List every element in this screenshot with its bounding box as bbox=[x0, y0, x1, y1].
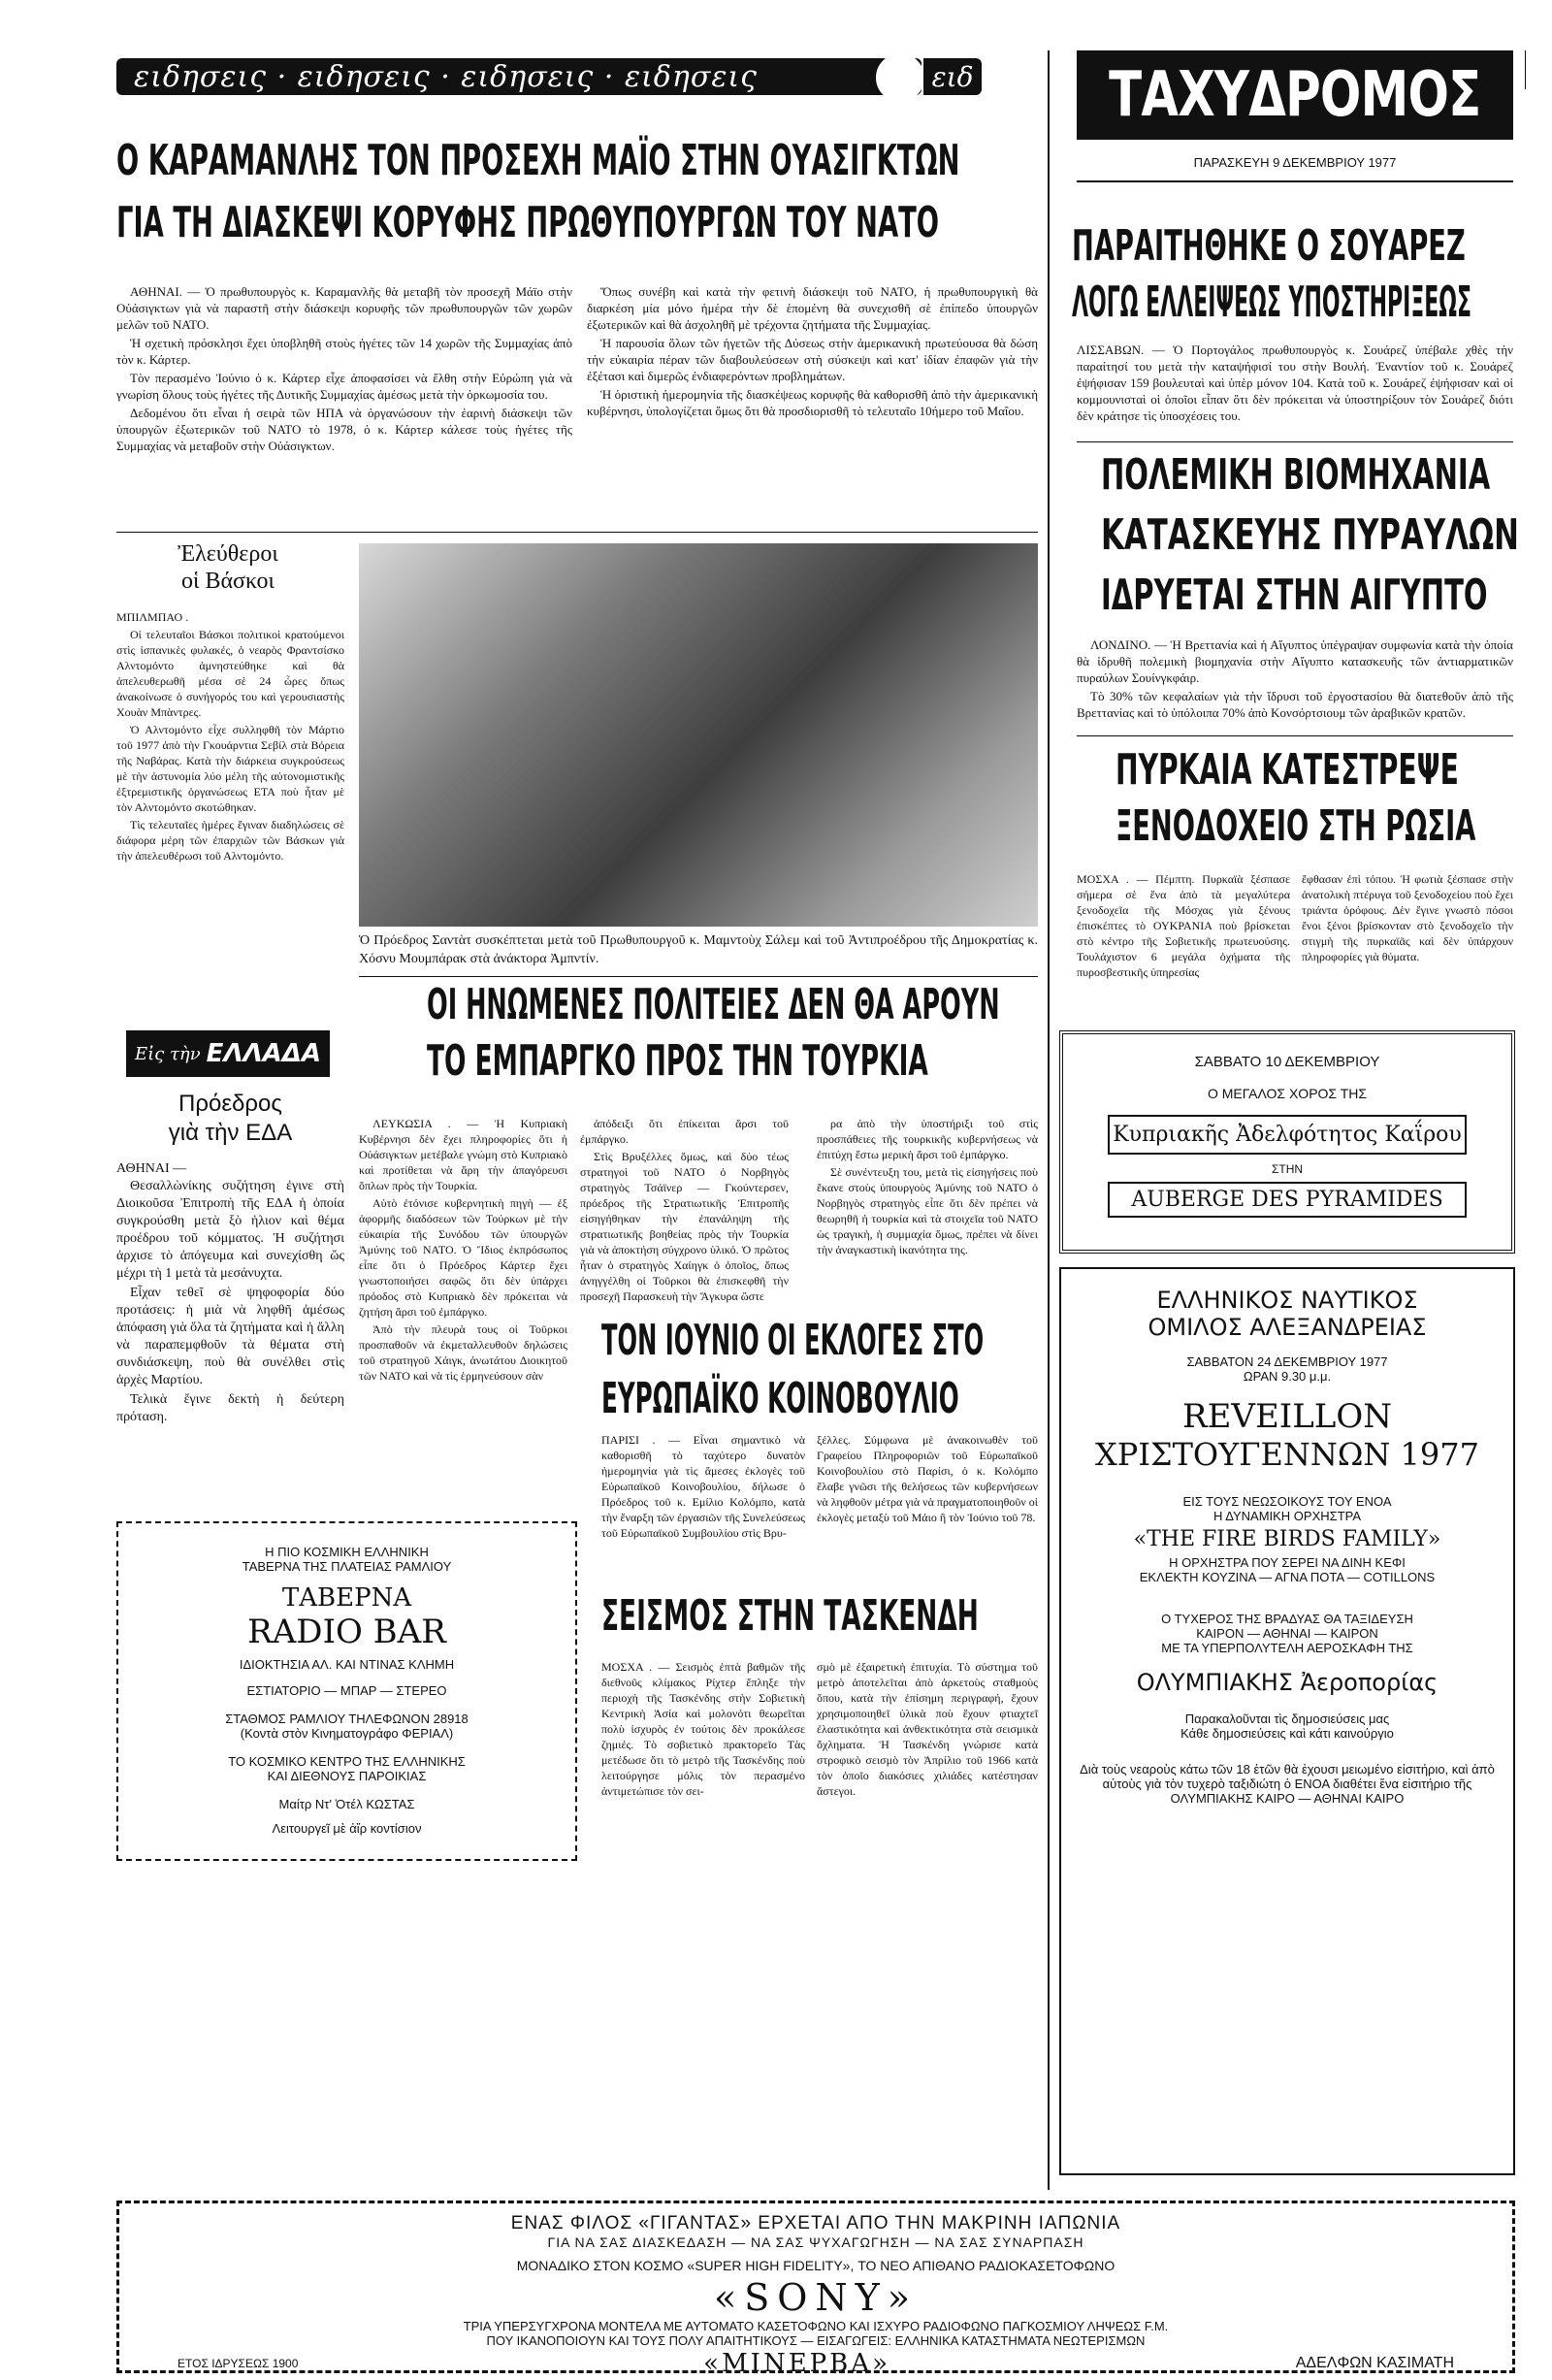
paragraph: Ὅπως συνέβη καὶ κατὰ τὴν φετινὴ διάσκεψι τοῦ ΝΑΤΟ, ἡ πρωθυπουργικὴ θὰ διαρκέση μία μόνο ἡμέρα τὴν δὲ ἑπομένη θὰ συνεχισθῆ σὲ ἐπίπεδο ὑπουργῶν ἐξωτερικῶν καὶ θὰ ἀσχοληθῆ μὲ τρέχοντα ζητήματα τῆς Συμμαχίας. bbox=[587, 284, 1038, 332]
turkey-col-2 bbox=[580, 1116, 789, 1306]
pyramides-ad bbox=[1059, 1030, 1515, 1254]
tashkent-col-1: ΜΟΣΧΑ . — Σεισμὸς ἑπτὰ βαθμῶν τῆς διεθνοῦς κλίμακος Ρίχτερ ἔπληξε τὴν περιοχὴ τῆς Τασκένδης στὴν Σοβιετικὴ Κεντρικὴ Ἀσία καὶ μολονότι θεωρεῖται πολὺ ἰσχυρὸς ἐν τούτοις δὲν προκάλεσε ζημιές. Τὸ σοβιετικὸ πρακτορεῖο Τὰς μετέδωσε ὅτι τὸ μετρὸ τῆς Τασκένδης ποὺ λειτούργησε μόλις τὸν περασμένο ἀντιμετώπισε τὸν σει- bbox=[601, 1660, 805, 1798]
ad-line: Ο ΤΥΧΕΡΟΣ ΤΗΣ ΒΡΑΔΥΑΣ ΘΑ ΤΑΞΙΔΕΥΣΗ bbox=[1161, 1612, 1413, 1626]
greece-logo-big: ΕΛΛΑΔΑ bbox=[206, 1039, 322, 1068]
ad-line: ΣΤΑΘΜΟΣ ΡΑΜΛΙΟΥ ΤΗΛΕΦΩΝΟΝ 28918 bbox=[225, 1712, 469, 1726]
ad-line: ΜΟΝΑΔΙΚΟ ΣΤΟΝ ΚΟΣΜΟ «SUPER HIGH FIDELITY», ΤΟ ΝΕΟ ΑΠΙΘΑΝΟ ΡΑΔΙΟΚΑΣΕΤΟΦΩΝΟ bbox=[516, 2257, 1116, 2273]
ad-line: ΤΡΙΑ ΥΠΕΡΣΥΓΧΡΟΝΑ ΜΟΝΤΕΛΑ ΜΕ ΑΥΤΟΜΑΤΟ ΚΑΣΕΤΟΦΩΝΟ ΚΑΙ ΙΣΧΥΡΟ ΡΑΔΙΟΦΩΝΟ ΠΑΓΚΟΣΜΙΟΥ ΛΗΨΕΩΣ F.M. bbox=[463, 2318, 1169, 2333]
lead-col-1 bbox=[116, 283, 572, 456]
ad-line: ΚΑΙ ΔΙΕΘΝΟΥΣ ΠΑΡΟΙΚΙΑΣ bbox=[267, 1769, 427, 1783]
ad-title: REVEILLON bbox=[1181, 1397, 1392, 1436]
divider bbox=[116, 532, 1038, 533]
globe-icon bbox=[873, 58, 922, 95]
ad-venue: AUBERGE DES PYRAMIDES bbox=[1131, 1188, 1443, 1212]
ad-line: Μαίτρ Ντ' Ὀτέλ ΚΩΣΤΑΣ bbox=[278, 1797, 415, 1811]
paragraph: ἀπόδειξι ὅτι ἐπίκειται ἄρσι τοῦ ἐμπάργκο. bbox=[580, 1117, 789, 1146]
greece-body bbox=[116, 1160, 344, 1428]
news-banner-tail-text: ειδ bbox=[931, 60, 974, 93]
ad-line: ΟΜΙΛΟΣ ΑΛΕΞΑΝΔΡΕΙΑΣ bbox=[1148, 1314, 1427, 1341]
ad-line: ΤΑΒΕΡΝΑ ΤΗΣ ΠΛΑΤΕΙΑΣ ΡΑΜΛΙΟΥ bbox=[242, 1559, 452, 1574]
paragraph: Δεδομένου ὅτι εἶναι ἡ σειρὰ τῶν ΗΠΑ νὰ ὀργανώσουν τὴν ἐαρινὴ διάσκεψι τῶν ὑπουργῶν ἐξωτερικῶν τοῦ ΝΑΤΟ τὸ 1978, ὁ κ. Κάρτερ κάλεσε τοὺς ἡγέτες τῆς Συμμαχίας νὰ μεταβοῦν στὴν Οὐάσιγκτων. bbox=[116, 406, 572, 453]
divider bbox=[1077, 735, 1513, 736]
basques-body bbox=[116, 609, 344, 865]
greece-logo-small: Εἰς τὴν bbox=[134, 1043, 201, 1064]
eu-col-1: ΠΑΡΙΣΙ . — Εἶναι σημαντικὸ νὰ καθορισθῆ τὸ ταχύτερο δυνατὸν ἡμερομηνία γιὰ τὶς ἄμεσες ἐκλογὲς τοῦ Εὐρωπαϊκοῦ Κοινοβουλίου, δήλωσε ὁ Πρόεδρος τοῦ κ. Εμίλιο Κολόμπο, κατὰ τὴν ἔναρξη τῶν ἐργασιῶν τῆς Συνελεύσεως τοῦ Εὐρωπαϊκοῦ Συμβουλίου στὶς Βρυ- bbox=[601, 1433, 805, 1540]
ad-line: ΣΑΒΒΑΤΟΝ 24 ΔΕΚΕΜΒΡΙΟΥ 1977 bbox=[1186, 1354, 1388, 1369]
divider bbox=[359, 976, 1038, 977]
missiles-headline-1: ΠΟΛΕΜΙΚΗ ΒΙΟΜΗΧΑΝΙΑ bbox=[1101, 450, 1491, 500]
ad-line: Η ΔΥΝΑΜΙΚΗ ΟΡΧΗΣΤΡΑ bbox=[1212, 1509, 1362, 1523]
eu-headline-2: ΕΥΡΩΠΑΪΚΟ ΚΟΙΝΟΒΟΥΛΙΟ bbox=[601, 1374, 959, 1423]
news-banner-text: ειδησεις · ειδησεις · ειδησεις · ειδησεις bbox=[134, 59, 758, 94]
eu-col-2: ξέλλες. Σύμφωνα μὲ ἀνακοινωθὲν τοῦ Γραφείου Πληροφοριῶν τοῦ Εὐρωπαϊκοῦ Κοινοβουλίου στὸ Παρίσι, ὁ κ. Κολόμπο ἔλαβε γνῶσι τῆς θελήσεως τῶν κυβερνήσεων νὰ ληφθοῦν μέτρα γιὰ νὰ πραγματοποιηθοῦν οἱ ἐκλογὲς μεταξὺ τοῦ Μάιο ἢ τὸν Ἰούνιο τοῦ 78. bbox=[817, 1433, 1038, 1524]
store-name: «ΜΙΝΕΡΒΑ» bbox=[703, 2348, 890, 2378]
suarez-headline-1: ΠΑΡΑΙΤΗΘΗΚΕ Ο ΣΟΥΑΡΕΖ bbox=[1072, 221, 1466, 271]
fire-col-1: ΜΟΣΧΑ . — Πέμπτη. Πυρκαϊὰ ξέσπασε σήμερα σὲ ἕνα ἀπὸ τὰ μεγαλύτερα ξενοδοχεῖα τῆς Μόσχας γιὰ ξένους ἐπισκέπτες τὸ ΟΥΚΡΑΝΙΑ ποὺ βρίσκεται στὸ κέντρο τῆς Σοβιετικῆς πρωτευούσης. Τουλάχιστον 6 μεγάλα ὀχήματα τῆς πυροσβεστικῆς ὑπηρεσίας bbox=[1077, 872, 1290, 979]
paragraph: Θεσαλλὼνίκης συζήτηση ἐγινε στὴ Διοικοῦσα Ἐπιτροπὴ τῆς ΕΔΑ ἡ ὁποία συγκρούσθη μετὰ ξὸ ἡλιον καὶ θέμα προέδρου τοῦ κόμματος. Ἡ συζήτησι ἀρχισε τὸ ἀπόγευμα καὶ συνεχίσθη ὥς μέχρι τὴ 1 μετὰ τὰ μεσάνυχτα. bbox=[116, 1179, 344, 1281]
ad-line: Παρακαλοῦνται τὶς δημοσιεύσεις μας bbox=[1184, 1712, 1390, 1726]
ad-line: ΕΚΛΕΚΤΗ ΚΟΥΖΙΝΑ — ΑΓΝΑ ΠΟΤΑ — COTILLONS bbox=[1139, 1570, 1436, 1584]
turkey-col-3 bbox=[817, 1116, 1038, 1259]
ad-line: ΚΑΙΡΟΝ — ΑΘΗΝΑΙ — ΚΑΙΡΟΝ bbox=[1196, 1626, 1378, 1641]
ad-line: Λειτουργεῖ μὲ ἀἴρ κοντίσιον bbox=[272, 1821, 422, 1836]
masthead bbox=[1077, 50, 1513, 140]
sony-brand: «SONY» bbox=[713, 2276, 919, 2320]
paragraph: Οἱ τελευταῖοι Βάσκοι πολιτικοὶ κρατούμενοι στὶς ἱσπανικὲς φυλακές, ὁ νεαρὸς Φραντσίσκο Αλντομόντο ἀμνηστεύθηκε καὶ θὰ ἀπελευθερωθῆ μέσα σὲ 24 ὧρες ὅπως ἀνακοίνωσε ὁ συνήγορός του καὶ γερουσιαστὴς Χουὰν Μπὰντρες. bbox=[116, 628, 344, 719]
ad-line: ΣΑΒΒΑΤΟ 10 ΔΕΚΕΜΒΡΙΟΥ bbox=[1194, 1054, 1380, 1070]
paragraph: Αὐτὸ ἐτόνισε κυβερνητικὴ πηγὴ — ἐξ ἀφορμῆς διαδόσεων τῶν Τούρκων μὲ τὴν εὐκαιρία τῆς Συνόδου τῶν ὑπουργῶν Ἀμύνης τοῦ ΝΑΤΟ. Ὁ Ἴδιος ἐκπρόσωπος εἶπε ὅτι ὁ Πρόεδρος Κάρτερ ἔχει γνωστοποιήσει σαφῶς ὅτι δὲν ὑπάρχει πρόοδος στὸ Κυπριακὸ δὲν πρόκειται νὰ ζητήση ἄρσι τοῦ ἐμπάργκο. bbox=[359, 1196, 567, 1319]
ad-line: ΩΡΑΝ 9.30 μ.μ. bbox=[1243, 1369, 1332, 1384]
news-banner bbox=[116, 58, 922, 95]
radio-bar-ad bbox=[116, 1521, 577, 1861]
ad-name: RADIO BAR bbox=[247, 1613, 446, 1651]
ad-line: Κάθε δημοσιεύσεις καὶ κάτι καινούργιο bbox=[1180, 1726, 1394, 1741]
dateline: ΑΘΗΝΑΙ — bbox=[116, 1161, 187, 1176]
tashkent-headline: ΣΕΙΣΜΟΣ ΣΤΗΝ ΤΑΣΚΕΝΔΗ bbox=[601, 1591, 979, 1641]
ad-line: ΕΣΤΙΑΤΟΡΙΟ — ΜΠΑΡ — ΣΤΕΡΕΟ bbox=[246, 1683, 447, 1698]
paragraph: Τελικὰ ἔγινε δεκτὴ ἡ δεύτερη πρόταση. bbox=[116, 1392, 344, 1424]
ad-org-box bbox=[1108, 1115, 1467, 1155]
ad-line: ΕΝΑΣ ΦΙΛΟΣ «ΓΙΓΑΝΤΑΣ» ΕΡΧΕΤΑΙ ΑΠΟ ΤΗΝ ΜΑΚΡΙΝΗ ΙΑΠΩΝΙΑ bbox=[510, 2213, 1121, 2233]
lead-headline-2: ΓΙΑ ΤΗ ΔΙΑΣΚΕΨΙ ΚΟΡΥΦΗΣ ΠΡΩΘΥΠΟΥΡΓΩΝ ΤΟΥ ΝΑΤΟ bbox=[116, 198, 940, 247]
paragraph: Τὶς τελευταῖες ἡμέρες ἔγιναν διαδηλώσεις σὲ διάφορα μέρη τῶν ἐπαρχιῶν τῶν Βάσκων γιὰ τὴν ἀπελευθέρωσι τοῦ Αλντομόντο. bbox=[116, 818, 344, 863]
lead-col-2 bbox=[587, 283, 1038, 421]
column-rule bbox=[1048, 50, 1050, 2190]
ad-title: ΧΡΙΣΤΟΥΓΕΝΝΩΝ 1977 bbox=[1095, 1436, 1479, 1473]
paragraph: Ἡ ὁριστικὴ ἡμερομηνία τῆς διασκέψεως κορυφῆς θὰ καθορισθῆ ἀπὸ τὴν ἀμερικανικὴ κυβέρνησι, ὑπολογίζεται ὅμως ὅτι θὰ προσδιορισθῆ τὸ τελευταῖο 10ήμερο τοῦ Μαΐου. bbox=[587, 387, 1038, 418]
ad-line: ΠΟΥ ΙΚΑΝΟΠΟΙΟΥΝ ΚΑΙ ΤΟΥΣ ΠΟΛΥ ΑΠΑΙΤΗΤΙΚΟΥΣ — ΕΙΣΑΓΩΓΕΙΣ: ΕΛΛΗΝΙΚΑ ΚΑΤΑΣΤΗΜΑΤΑ ΝΕΩΤΕΡΙΣΜΩΝ bbox=[486, 2332, 1146, 2348]
ad-org: Κυπριακῆς Ἀδελφότητος Καΐρου bbox=[1113, 1123, 1462, 1147]
fire-col-2: ἔφθασαν ἐπὶ τόπου. Ἡ φωτιὰ ξέσπασε στὴν ἀνατολικὴ πτέρυγα τοῦ ξενοδοχείου ποὺ ἔχει τριάντα ὀρόφους. Δὲν ἔγινε γνωστὸ πόσοι ἔνοι ξένοι βρίσκονταν στὸ ξενοδοχεῖο τὴν στιγμὴ τῆς πυρκαϊᾶς καὶ δὲν ὑπάρχουν πληροφορίες γιὰ θύματα. bbox=[1302, 872, 1513, 963]
photo-sadat-meeting bbox=[359, 543, 1038, 927]
paragraph: ΑΘΗΝΑΙ. — Ὁ πρωθυπουργὸς κ. Καραμανλῆς θὰ μεταβῆ τὸν προσεχῆ Μάϊο στὴν Οὐάσιγκτων γιὰ νὰ παραστῆ στὴν διάσκεψι κορυφῆς τῶν πρωθυπουργῶν τῶν χωρῶν μελῶν τοῦ ΝΑΤΟ. bbox=[116, 284, 572, 332]
founded-year: ΕΤΟΣ ΙΔΡΥΣΕΩΣ 1900 bbox=[178, 2356, 299, 2370]
ad-venue-box bbox=[1108, 1182, 1467, 1218]
ad-line: ΤΟ ΚΟΣΜΙΚΟ ΚΕΝΤΡΟ ΤΗΣ ΕΛΛΗΝΙΚΗΣ bbox=[228, 1754, 466, 1769]
store-owners: ΑΔΕΛΦΩΝ ΚΑΣΙΜΑΤΗ bbox=[1295, 2354, 1454, 2371]
tashkent-col-2: σμὸ μὲ ἐξαιρετικὴ ἐπιτυχία. Τὸ σύστημα τοῦ μετρὸ ἀποτελεῖται ἀπὸ ἀρκετοὺς σταθμοὺς ὅπου, κατὰ τὴν ἐπίσημη περιγραφή, ἔχουν χρησιμοποιηθεῖ ὑλικὰ ποὺ ἔχουν φτιαχτεῖ ἐλαστικότητα καὶ ἀνθεκτικότητα στὰ σεισμικὰ ὄχληματα. Ἡ Τασκένδη γνώρισε κατὰ στροφικὸ σεισμὸ τὸν Ἀπρίλιο τοῦ 1966 κατὰ τὸν ὁποῖο διακόσιες χιλιάδες κατέστησαν ἄστεγοι. bbox=[817, 1660, 1038, 1798]
paragraph: Τὸ 30% τῶν κεφαλαίων γιὰ τὴν ἵδρυσι τοῦ ἐργοστασίου θὰ διατεθοῦν ἀπὸ τῆς Βρεττανίας καὶ τὸ ὑπόλοιπα 70% ἀπὸ Κονσόρτσιουμ τῶν ἀραβικῶν κρατῶν. bbox=[1077, 689, 1513, 720]
masthead-title: ΤΑΧΥΔΡΟΜΟΣ bbox=[1109, 59, 1481, 131]
ad-line: ΣΤΗΝ bbox=[1271, 1162, 1304, 1176]
ad-line: ΜΕ ΤΑ ΥΠΕΡΠΟΛΥΤΕΛΗ ΑΕΡΟΣΚΑΦΗ ΤΗΣ bbox=[1161, 1641, 1413, 1655]
paragraph: Εἶχαν τεθεῖ σὲ ψηφοφορία δύο προτάσεις: ἡ μιὰ νὰ ληφθῆ ἀμέσως ἀπόφαση γιὰ ὅλα τὰ ζητήματα καὶ ἡ ἄλλη νὰ παραπεμφθοῦν τὰ θέματα στὴ συνδιάσκεψη, ποὺ θὰ συνέλθει στὶς ἀρχὲς Μαρτίου. bbox=[116, 1286, 344, 1387]
issue-date: ΠΑΡΑΣΚΕΥΗ 9 ΔΕΚΕΜΒΡΙΟΥ 1977 bbox=[1193, 155, 1397, 170]
greece-title-2: γιὰ τὴν ΕΔΑ bbox=[168, 1120, 293, 1146]
divider bbox=[1077, 180, 1513, 182]
greece-title-1: Πρόεδρος bbox=[178, 1091, 282, 1117]
greece-logo bbox=[126, 1030, 330, 1077]
basques-title-2: οἱ Βάσκοι bbox=[181, 569, 275, 594]
eu-headline-1: ΤΟΝ ΙΟΥΝΙΟ ΟΙ ΕΚΛΟΓΕΣ ΣΤΟ bbox=[601, 1316, 985, 1365]
lead-headline-1: Ο ΚΑΡΑΜΑΝΛΗΣ ΤΟΝ ΠΡΟΣΕΧΗ ΜΑΪΟ ΣΤΗΝ ΟΥΑΣΙΓΚΤΩΝ bbox=[116, 136, 960, 185]
sony-ad bbox=[116, 2201, 1515, 2378]
paragraph: ρα ἀπὸ τὴν ὑποστήριξι τοῦ στὶς προσπάθειες τῆς τουρκικῆς κυβερνήσεως νὰ ἐπιτύχη ἔστω μερικὴ ἄρσι τοῦ ἐμπάργκο. bbox=[817, 1117, 1038, 1161]
paragraph: Ὁ Αλντομόντο εἶχε συλληφθῆ τὸν Μάρτιο τοῦ 1977 ἀπὸ τὴν Γκουάρντια Σεβίλ στὰ Βόρεια τῆς Ναβάρας. Κατὰ τὴν διάρκεια συγκρούσεως μὲ τὴν ἀστυνομία λύο μέλη τῆς αὐτονομιστικῆς ἐξτρεμιστικῆς ὀργανώσεως ΕΤΑ ποὺ ἦταν μὲ τὸν Αλντομόντο σκοτώθηκαν. bbox=[116, 723, 344, 814]
paragraph: Ἡ παρουσία ὅλων τῶν ἡγετῶν τῆς Δύσεως στὴν ἀμερικανικὴ πρωτεύουσα θὰ δώση τὴν εὐκαιρία πέραν τῶν διαβουλεύσεων στὴ σύσκεψι καὶ κατ' ἰδίαν ἐπαφῶν γιὰ τὴν ἐξέτασι καὶ διμερῶς ἐνδιαφερόντων προβλημάτων. bbox=[587, 336, 1038, 383]
missiles-body bbox=[1077, 636, 1513, 723]
ad-line: ΕΙΣ ΤΟΥΣ ΝΕΩΣΟΙΚΟΥΣ ΤΟΥ ΕΝΟΑ bbox=[1182, 1494, 1392, 1509]
turkey-headline-1: ΟΙ ΗΝΩΜΕΝΕΣ ΠΟΛΙΤΕΙΕΣ ΔΕΝ ΘΑ ΑΡΟΥΝ bbox=[427, 980, 1000, 1029]
turkey-col-1 bbox=[359, 1116, 567, 1386]
missiles-headline-2: ΚΑΤΑΣΚΕΥΗΣ ΠΥΡΑΥΛΩΝ bbox=[1101, 510, 1519, 560]
paragraph: Σὲ συνέντευξη του, μετὰ τὶς εἰσηγήσεις ποὺ ἔκανε στοὺς ὑπουργοὺς Ἀμύνης τοῦ ΝΑΤΟ ὁ Νορβηγὸς στρατηγὸς εἶπε ὅτι δὲν πρέπει νὰ θεωρηθῆ ἡ τουρκία καὶ τὰ στοιχεῖα τοῦ ΝΑΤΟ ὡς τραγικὴ, ἡ συμμαχία ὅμως, πρέπει νὰ δίνει τὴν ἀναγκαστικὴ ἱκανότητα της. bbox=[817, 1165, 1038, 1256]
ad-line: Η ΠΙΟ ΚΟΣΜΙΚΗ ΕΛΛΗΝΙΚΗ bbox=[265, 1545, 429, 1559]
ad-line: (Κοντὰ στὸν Κινηματογράφο ΦΕΡΙΑΛ) bbox=[240, 1726, 454, 1741]
paragraph: Ἡ σχετικὴ πρόσκλησι ἔχει ὑποβληθῆ στοὺς ἡγέτες τῶν 14 χωρῶν τῆς Συμμαχίας ἀπὸ τὸν κ. Κάρτερ. bbox=[116, 336, 572, 367]
ad-line: Η ΟΡΧΗΣΤΡΑ ΠΟΥ ΣΕΡΕΙ ΝΑ ΔΙΝΗ ΚΕΦΙ bbox=[1169, 1555, 1406, 1570]
ad-line: ΙΔΙΟΚΤΗΣΙΑ ΑΛ. ΚΑΙ ΝΤΙΝΑΣ ΚΛΗΜΗ bbox=[239, 1657, 455, 1672]
suarez-headline-2: ΛΟΓΩ ΕΛΛΕΙΨΕΩΣ ΥΠΟΣΤΗΡΙΞΕΩΣ bbox=[1072, 277, 1471, 327]
suarez-body: ΛΙΣΣΑΒΩΝ. — Ὁ Πορτογάλος πρωθυπουργὸς κ. Σουάρεζ ὑπέβαλε χθὲς τὴν παραίτησί του μετὰ τὴν καταψήφισί του στὴν Βουλή. Ἐναντίον τοῦ κ. Σουάρεζ ἐψήφισαν 159 βουλευταὶ καὶ ὑπὲρ μόνον 104. Κατὰ τοῦ κ. Σουάρεζ ἐψήφισαν καὶ οἱ κομμουνισταὶ οἱ ὁποῖοι εἶπαν ὅτι δὲν πρόκειται νὰ ὑποστηρίξουν τὸν Σουάρεζ διότι δὲν κράτησε τὶς ὑποσχέσεις του. bbox=[1077, 342, 1513, 423]
turkey-headline-2: ΤΟ ΕΜΠΑΡΓΚΟ ΠΡΟΣ ΤΗΝ ΤΟΥΡΚΙΑ bbox=[427, 1036, 928, 1086]
ad-airline: ΟΛΥΜΠΙΑΚΗΣ Ἀεροπορίας bbox=[1136, 1669, 1439, 1696]
fire-headline-1: ΠΥΡΚΑΙΑ ΚΑΤΕΣΤΡΕΨΕ bbox=[1116, 745, 1459, 795]
ad-line: ΕΛΛΗΝΙΚΟΣ ΝΑΥΤΙΚΟΣ bbox=[1156, 1287, 1418, 1314]
news-banner-tail-box bbox=[923, 58, 982, 95]
ad-line: ΓΙΑ ΝΑ ΣΑΣ ΔΙΑΣΚΕΔΑΣΗ — ΝΑ ΣΑΣ ΨΥΧΑΓΩΓΗΣΗ — ΝΑ ΣΑΣ ΣΥΝΑΡΠΑΣΗ bbox=[547, 2233, 1084, 2250]
photo-caption: Ὁ Πρόεδρος Σαντὰτ συσκέπτεται μετὰ τοῦ Πρωθυπουργοῦ κ. Μαμντοὺχ Σάλεμ καὶ τοῦ Ἀντιπροέδρου τῆς Δημοκρατίας κ. Χόσνυ Μουμπάρακ στὰ ἀνάκτορα Ἀμπντίν. bbox=[359, 933, 1038, 966]
column-rule bbox=[1525, 50, 1526, 89]
reveillon-ad bbox=[1059, 1267, 1515, 2175]
paragraph: Ἀπὸ τὴν πλευρὰ τους οἱ Τοῦρκοι προσπαθοῦν νὰ ἐκμεταλλευθοῦν δηλώσεις τοῦ στρατηγοῦ Χάιγκ, ἀνωτάτου Διοικητοῦ τῶν ΝΑΤΟ καὶ νὰ τὶς ἑρμηνεύσουν σὰν bbox=[359, 1322, 567, 1383]
ad-band: «THE FIRE BIRDS FAMILY» bbox=[1133, 1527, 1441, 1551]
basques-title-1: Ἐλεύθεροι bbox=[178, 541, 278, 567]
missiles-headline-3: ΙΔΡΥΕΤΑΙ ΣΤΗΝ ΑΙΓΥΠΤΟ bbox=[1101, 571, 1488, 620]
paragraph: ΛΟΝΔΙΝΟ. — Ἡ Βρεττανία καὶ ἡ Αἴγυπτος ὑπέγραψαν συμφωνία κατὰ τὴν ὁποία θὰ ἱδρυθῆ πολεμικὴ βιομηχανία στὴν Αἴγυπτο κατασκευῆς τῶν ἀντιαρματικῶν πυραύλων Σουίνγκφάιρ. bbox=[1077, 637, 1513, 685]
divider bbox=[1077, 441, 1513, 442]
fire-headline-2: ΞΕΝΟΔΟΧΕΙΟ ΣΤΗ ΡΩΣΙΑ bbox=[1116, 801, 1476, 851]
paragraph: Στὶς Βρυξέλλες ὅμως, καὶ δύο τέως στρατηγοὶ τοῦ ΝΑΤΟ ὁ Νορβηγὸς στρατηγὸς Τσάϊνερ — Γκούντερσεν, πρόεδρος τῆς Στρατιωτικῆς Ἐπιτροπῆς εἰσηγήθηκαν τὴν ἐπανάληψη τῆς στρατιωτικῆς βοηθείας πρὸς τὴν Τουρκία γιὰ νὰ ἀποκτήση σύγχρονο ὑλικό. Ὁ πρῶτος ἦταν ὁ στρατηγὸς Χαίηγκ ὁ ὁποῖος, ὅπως ἀνηγγέλθη οἱ Τοῦρκοι θὰ ἐπισκεφθῆ τὴν προσεχῆ Παρασκευὴ τὴν Ἄγκυρα ὥστε bbox=[580, 1150, 789, 1303]
paragraph: ΛΕΥΚΩΣΙΑ . — Ἡ Κυπριακὴ Κυβέρνησι δὲν ἔχει πληροφορίες ὅτι ἡ Οὐάσιγκτων μετέβαλε γνώμη στὸ Κυπριακὸ καὶ προτίθεται νὰ ἄρη τὴν ἀπαγόρευσι ὅπλων πρὸς τὴν Τουρκία. bbox=[359, 1117, 567, 1192]
dateline: ΜΠΙΛΜΠΑΟ . bbox=[116, 610, 189, 624]
sony-footer-row bbox=[119, 2349, 1512, 2378]
ad-line: Διὰ τοὺς νεαροὺς κάτω τῶν 18 ἐτῶν θὰ ἐχουσι μειωμένο εἰσιτήριο, καὶ ἀπὸ αὐτοὺς γιὰ τὸν τυχερὸ ταξιδιώτη ὁ ΕΝΟΑ διαθέτει ἕνα εἰσιτήριο τῆς ΟΛΥΜΠΙΑΚΗΣ ΚΑΙΡΟ — ΑΘΗΝΑΙ ΚΑΙΡΟ bbox=[1080, 1762, 1495, 1806]
ad-name: ΤΑΒΕΡΝΑ bbox=[281, 1583, 412, 1613]
ad-line: Ο ΜΕΓΑΛΟΣ ΧΟΡΟΣ ΤΗΣ bbox=[1207, 1086, 1368, 1101]
paragraph: Τὸν περασμένο Ἰούνιο ὁ κ. Κάρτερ εἶχε ἀποφασίσει νὰ ἔλθη στὴν Εὐρώπη γιὰ νὰ γνωρίση ὅλους τοὺς ἡγέτες τῆς Δυτικῆς Συμμαχίας ἀμέσως μετὰ τὴν ὁρκωμοσία του. bbox=[116, 371, 572, 402]
